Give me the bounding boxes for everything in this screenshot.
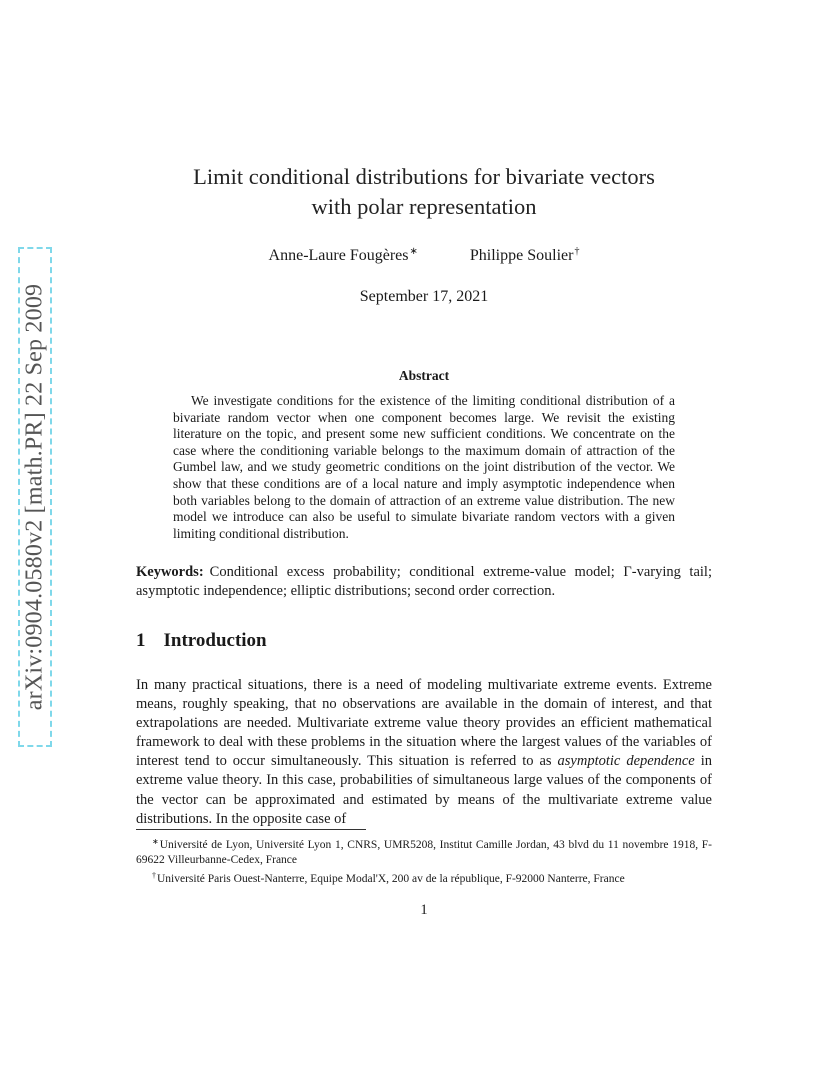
- author-name: Anne-Laure Fougères: [268, 247, 409, 264]
- footnote-text: Université Paris Ouest-Nanterre, Equipe Modal'X, 200 av de la république, F-92000 Nanterre, France: [157, 873, 625, 885]
- footnote-mark: †: [152, 871, 156, 880]
- abstract-heading: Abstract: [398, 368, 450, 383]
- abstract-text: We investigate conditions for the existence of the limiting conditional distribution of a bivariate random vector when one component becomes large. We revisit the existing literature on the topic, and present some new sufficient conditions. We concentrate on the case where the conditioning variable belongs to the maximum domain of attraction of the Gumbel law, and we study geometric conditions on the joint distribution of the vector. We show that these conditions are of a local nature and imply asymptotic independence when both variables belong to the domain of attraction of an extreme value distribution. The new model we introduce can also be useful to simulate bivariate random vectors with a given limiting conditional distribution.: [173, 393, 675, 541]
- footnote-text: Université de Lyon, Université Lyon 1, CNRS, UMR5208, Institut Camille Jordan, 43 blvd du 11 novembre 1918, F-69622 Villeurbanne-Cedex, France: [136, 839, 712, 866]
- arxiv-identifier: arXiv:0904.0580v2 [math.PR] 22 Sep 2009: [21, 283, 48, 711]
- section-number: 1: [136, 630, 146, 651]
- author-name: Philippe Soulier: [469, 247, 574, 264]
- intro-text-part-1: In many practical situations, there is a need of modeling multivariate extreme events. Extreme means, roughly speaking, that no observations are available in the domain of interest, and that extrapolations are needed. Multivariate extreme value theory provides an efficient mathematical framework to deal with these problems in the situation where the largest values of the variables of interest tend to occur simultaneously. This situation is referred to as: [136, 677, 712, 770]
- title-line-2: with polar representation: [311, 194, 537, 219]
- author-1: [269, 246, 418, 265]
- keywords-label: Keywords:: [136, 564, 204, 580]
- title-line-1: Limit conditional distributions for bivariate vectors: [193, 164, 655, 189]
- section-heading: [136, 630, 267, 652]
- keywords: [136, 563, 712, 601]
- keywords-text: Conditional excess probability; conditional extreme-value model; Γ-varying tail; asymptotic independence; elliptic distributions; second order correction.: [136, 564, 712, 599]
- footnotes: [136, 834, 712, 887]
- intro-paragraph: [136, 676, 712, 829]
- paper-date: September 17, 2021: [359, 288, 489, 305]
- author-list: [150, 246, 698, 265]
- section-title: Introduction: [163, 630, 267, 651]
- footnote-rule: [136, 829, 366, 830]
- footnote-mark: ∗: [152, 837, 159, 846]
- arxiv-stamp: [18, 247, 52, 747]
- intro-emphasis: asymptotic dependence: [557, 753, 695, 770]
- intro-text-part-2: in extreme value theory. In this case, probabilities of simultaneous large values of the components of the vector can be approximated and estimated by means of the multivariate extreme value distributions. In the opposite case of: [136, 753, 712, 827]
- footnote-1: [136, 834, 712, 868]
- author-2: [470, 246, 580, 265]
- author-footnote-mark: ∗: [409, 246, 418, 257]
- page-number: 1: [420, 902, 428, 918]
- footnote-2: [136, 868, 712, 887]
- paper-title: [150, 162, 698, 222]
- author-footnote-mark: †: [574, 246, 580, 257]
